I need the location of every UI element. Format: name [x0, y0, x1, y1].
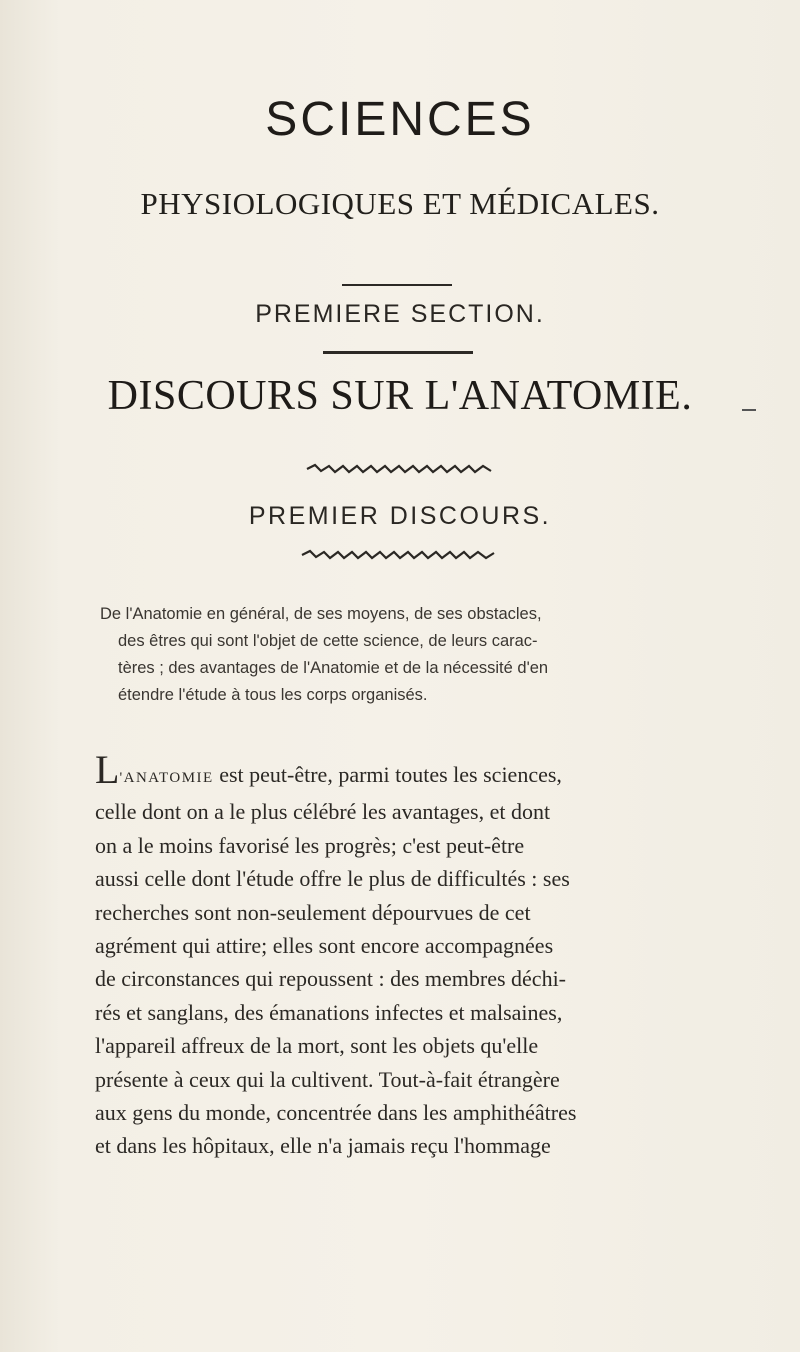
body-line: et dans les hôpitaux, elle n'a jamais reçu l'hommage	[95, 1133, 551, 1159]
divider-rule-top	[342, 284, 452, 286]
summary-line: De l'Anatomie en général, de ses moyens, de ses obstacles,	[100, 605, 542, 623]
chapter-heading: PREMIER DISCOURS.	[248, 502, 552, 530]
body-line: l'appareil affreux de la mort, sont les objets qu'elle	[95, 1033, 539, 1059]
body-line: celle dont on a le plus célébré les avantages, et dont	[95, 799, 551, 825]
first-line-text: est peut-être, parmi toutes les sciences,	[213, 762, 562, 787]
lead-smallcaps: 'ANATOMIE	[119, 770, 214, 786]
drop-cap: L	[95, 747, 120, 792]
ornament-wave-icon	[305, 462, 495, 476]
chapter-summary	[100, 601, 700, 709]
body-line: aux gens du monde, concentrée dans les amphithéâtres	[95, 1100, 577, 1126]
page-subtitle: PHYSIOLOGIQUES ET MÉDICALES.	[140, 186, 660, 221]
body-line: de circonstances qui repoussent : des membres déchi-	[95, 966, 567, 992]
summary-line: des êtres qui sont l'objet de cette science, de leurs carac-	[118, 632, 538, 650]
body-line: agrément qui attire; elles sont encore accompagnées	[95, 933, 554, 959]
body-first-line	[95, 747, 705, 795]
summary-line: tères ; des avantages de l'Anatomie et de la nécessité d'en	[118, 659, 549, 677]
body-line: recherches sont non-seulement dépourvues de cet	[95, 899, 531, 925]
ornament-wave-icon	[300, 548, 500, 562]
body-line: présente à ceux qui la cultivent. Tout-à-fait étrangère	[95, 1066, 560, 1092]
discourse-title: DISCOURS SUR L'ANATOMIE.	[107, 373, 693, 419]
page-title: SCIENCES	[265, 93, 535, 146]
divider-rule-bottom	[323, 351, 473, 354]
body-line: on a le moins favorisé les progrès; c'est peut-être	[95, 832, 525, 858]
section-heading: PREMIERE SECTION.	[255, 300, 545, 328]
body-line: aussi celle dont l'étude offre le plus de difficultés : ses	[95, 866, 570, 892]
body-line: rés et sanglans, des émanations infectes et malsaines,	[95, 999, 563, 1025]
summary-line: étendre l'étude à tous les corps organisés.	[118, 686, 428, 704]
body-paragraph	[95, 747, 705, 1163]
margin-dash	[742, 409, 756, 411]
